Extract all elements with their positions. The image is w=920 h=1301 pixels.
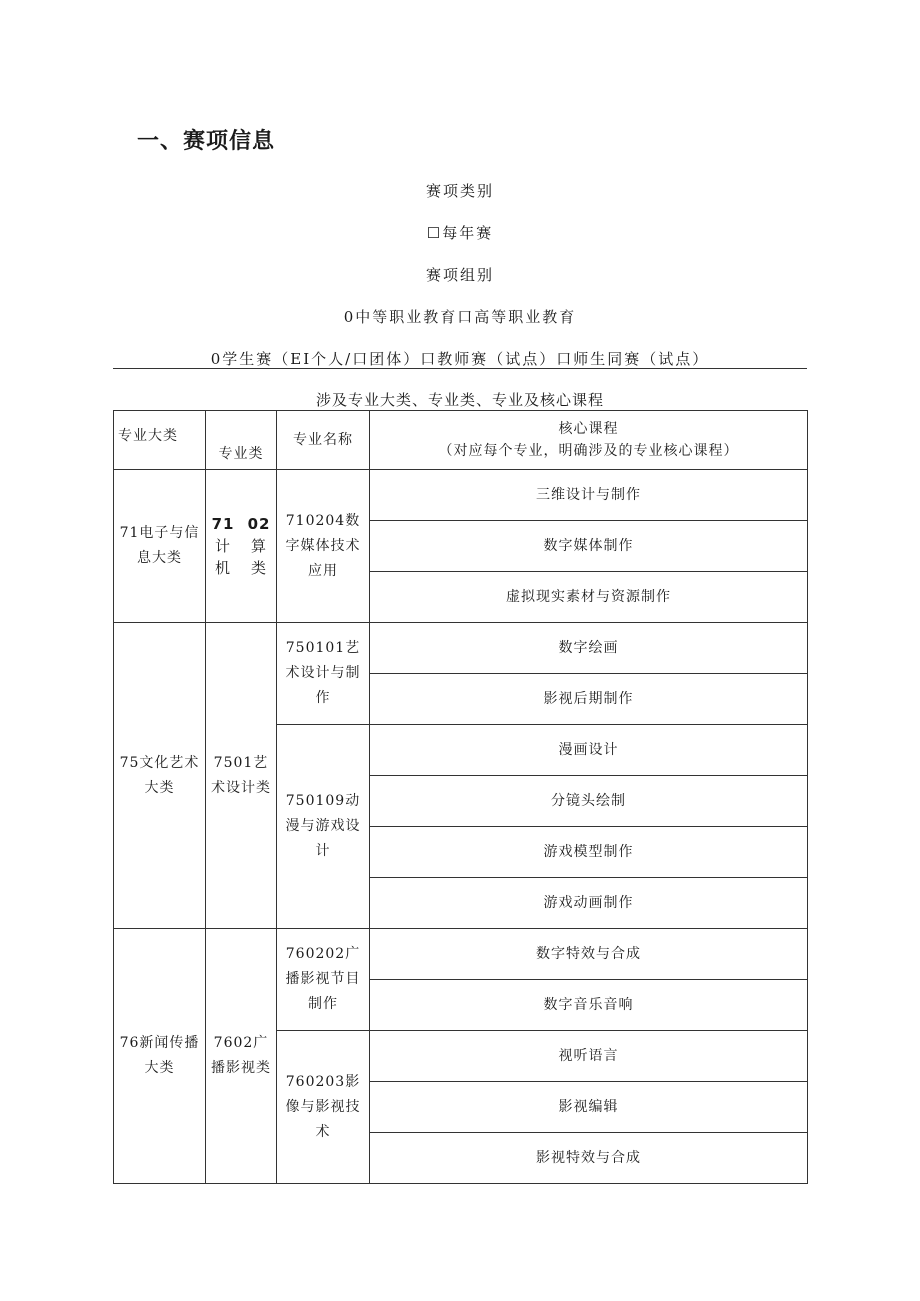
course-cell: 视听语言 bbox=[370, 1031, 808, 1082]
course-cell: 影视编辑 bbox=[370, 1082, 808, 1133]
table-row bbox=[114, 623, 808, 674]
group-value: 0中等职业教育口高等职业教育 bbox=[343, 308, 577, 326]
major-name-cell: 710204数字媒体技术应用 bbox=[277, 470, 370, 623]
table-row bbox=[114, 470, 808, 521]
header-core-courses bbox=[370, 411, 808, 470]
course-cell: 数字特效与合成 bbox=[370, 929, 808, 980]
header-profession-class: 专业类 bbox=[206, 411, 277, 470]
profession-class-cell: 7602广播影视类 bbox=[206, 929, 277, 1184]
header-core-courses-title: 核心课程 bbox=[558, 421, 619, 437]
header-major-category: 专业大类 bbox=[114, 411, 206, 470]
header-major-name: 专业名称 bbox=[277, 411, 370, 470]
course-cell: 漫画设计 bbox=[370, 725, 808, 776]
major-name-cell: 760203影像与影视技术 bbox=[277, 1031, 370, 1184]
profession-class-cell: 7501艺术设计类 bbox=[206, 623, 277, 929]
competition-type: 0学生赛（EI个人/口团体）口教师赛（试点）口师生同赛（试点） bbox=[210, 350, 710, 368]
category-label: 赛项类别 bbox=[425, 182, 494, 200]
profession-class-code-b: 02 bbox=[247, 515, 271, 533]
profession-class-text-b: 算类 bbox=[250, 537, 267, 577]
section-heading: 一、赛项信息 bbox=[137, 129, 276, 154]
course-cell: 游戏模型制作 bbox=[370, 827, 808, 878]
course-cell: 影视后期制作 bbox=[370, 674, 808, 725]
table-row bbox=[114, 929, 808, 980]
major-category-cell: 76新闻传播大类 bbox=[114, 929, 206, 1184]
course-cell: 三维设计与制作 bbox=[370, 470, 808, 521]
category-value: ☐每年赛 bbox=[426, 224, 494, 242]
major-name-cell: 750101艺术设计与制作 bbox=[277, 623, 370, 725]
course-cell: 数字绘画 bbox=[370, 623, 808, 674]
course-cell: 数字媒体制作 bbox=[370, 521, 808, 572]
major-category-cell: 75文化艺术大类 bbox=[114, 623, 206, 929]
divider bbox=[113, 368, 807, 369]
major-name-cell: 750109动漫与游戏设计 bbox=[277, 725, 370, 929]
course-cell: 影视特效与合成 bbox=[370, 1133, 808, 1184]
profession-class-code-a: 71 bbox=[211, 515, 235, 533]
group-label: 赛项组别 bbox=[425, 266, 494, 284]
header-core-courses-note: （对应每个专业，明确涉及的专业核心课程） bbox=[438, 443, 739, 459]
course-cell: 分镜头绘制 bbox=[370, 776, 808, 827]
majors-table bbox=[113, 410, 808, 1184]
table-header-row bbox=[114, 411, 808, 470]
table-caption: 涉及专业大类、专业类、专业及核心课程 bbox=[315, 391, 604, 409]
profession-class-text-a: 计机 bbox=[214, 537, 231, 577]
course-cell: 数字音乐音响 bbox=[370, 980, 808, 1031]
course-cell: 游戏动画制作 bbox=[370, 878, 808, 929]
major-category-cell: 71电子与信息大类 bbox=[114, 470, 206, 623]
profession-class-cell bbox=[206, 470, 277, 623]
course-cell: 虚拟现实素材与资源制作 bbox=[370, 572, 808, 623]
major-name-cell: 760202广播影视节目制作 bbox=[277, 929, 370, 1031]
